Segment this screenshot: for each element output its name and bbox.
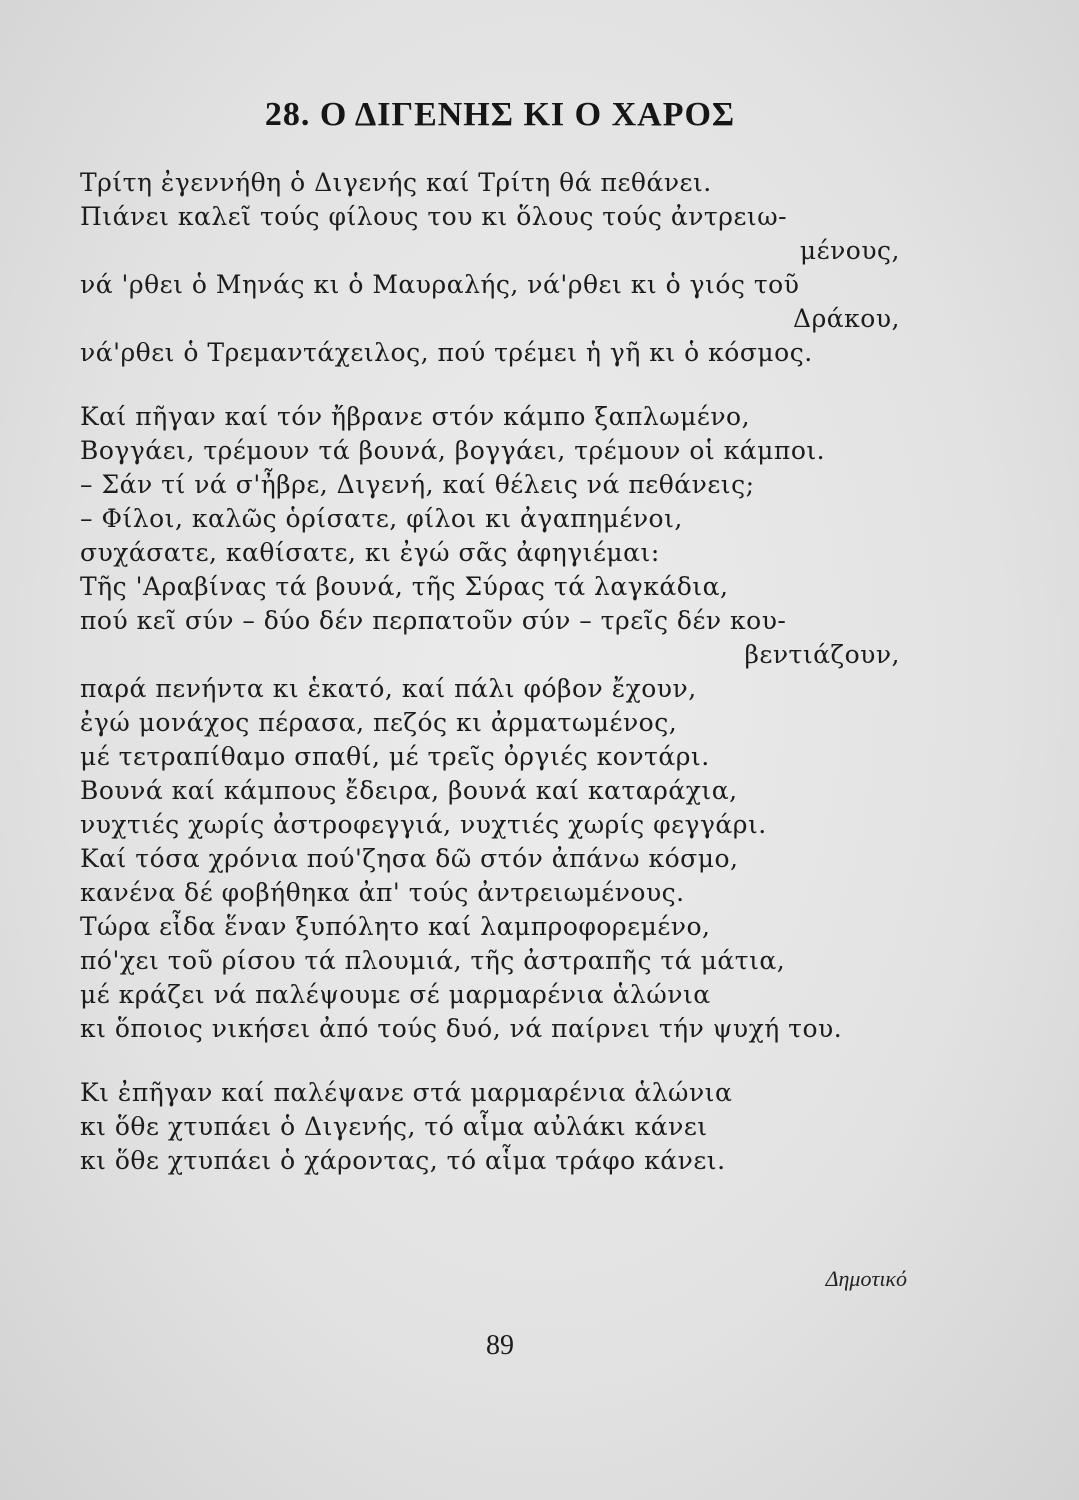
poem-line: νά 'ρθει ὁ Μηνάς κι ὁ Μαυραλής, νά'ρθει κι ὁ γιός τοῦ bbox=[80, 270, 800, 299]
poem-line-continuation: βεντιάζουν, bbox=[744, 640, 900, 669]
poem-body bbox=[80, 166, 900, 1208]
poem-line: ἐγώ μονάχος πέρασα, πεζός κι ἀρματωμένος, bbox=[80, 708, 678, 737]
poem-line: Τώρα εἶδα ἕναν ξυπόλητο καί λαμπροφορεμένο, bbox=[80, 912, 711, 941]
poem-line: πό'χει τοῦ ρίσου τά πλουμιά, τῆς ἀστραπῆς τά μάτια, bbox=[80, 946, 786, 975]
poem-source: Δημοτικό bbox=[825, 1266, 907, 1291]
poem-line: Τρίτη ἐγεννήθη ὁ Διγενής καί Τρίτη θά πεθάνει. bbox=[80, 168, 712, 197]
stanza bbox=[80, 166, 900, 370]
poem-line: νά'ρθει ὁ Τρεμαντάχειλος, πού τρέμει ἡ γῆ κι ὁ κόσμος. bbox=[80, 338, 813, 367]
poem-line-continuation: μένους, bbox=[799, 236, 900, 265]
poem-line: κι ὅποιος νικήσει ἀπό τούς δυό, νά παίρνει τήν ψυχή του. bbox=[80, 1014, 843, 1043]
poem-line: παρά πενήντα κι ἑκατό, καί πάλι φόβον ἔχουν, bbox=[80, 674, 697, 703]
stanza bbox=[80, 400, 900, 1046]
poem-line: Πιάνει καλεῖ τούς φίλους του κι ὅλους τούς ἀντρειω- bbox=[80, 202, 788, 231]
poem-line: συχάσατε, καθίσατε, κι ἐγώ σᾶς ἀφηγιέμαι: bbox=[80, 538, 660, 567]
poem-line: Βογγάει, τρέμουν τά βουνά, βογγάει, τρέμουν οἱ κάμποι. bbox=[80, 436, 826, 465]
poem-line: Τῆς 'Αραβίνας τά βουνά, τῆς Σύρας τά λαγκάδια, bbox=[80, 572, 729, 601]
poem-line: Κι ἐπῆγαν καί παλέψανε στά μαρμαρένια ἁλώνια bbox=[80, 1078, 733, 1107]
poem-line: – Φίλοι, καλῶς ὁρίσατε, φίλοι κι ἀγαπημένοι, bbox=[80, 504, 683, 533]
poem-line: κι ὅθε χτυπάει ὁ χάροντας, τό αἷμα τράφο κάνει. bbox=[80, 1146, 726, 1175]
poem-line: μέ τετραπίθαμο σπαθί, μέ τρεῖς ὀργιές κοντάρι. bbox=[80, 742, 710, 771]
poem-line: Καί πῆγαν καί τόν ἤβρανε στόν κάμπο ξαπλωμένο, bbox=[80, 402, 751, 431]
poem-line: κανένα δέ φοβήθηκα ἀπ' τούς ἀντρειωμένους. bbox=[80, 878, 685, 907]
poem-line: Βουνά καί κάμπους ἔδειρα, βουνά καί καταράχια, bbox=[80, 776, 738, 805]
stanza bbox=[80, 1076, 900, 1178]
poem-line-continuation: Δράκου, bbox=[793, 304, 900, 333]
poem-title: 28. Ο ΔΙΓΕΝΗΣ ΚΙ Ο ΧΑΡΟΣ bbox=[264, 96, 736, 133]
poem-line: Καί τόσα χρόνια πού'ζησα δῶ στόν ἀπάνω κόσμο, bbox=[80, 844, 739, 873]
poem-line: κι ὅθε χτυπάει ὁ Διγενής, τό αἷμα αὐλάκι κάνει bbox=[80, 1112, 708, 1141]
poem-line: – Σάν τί νά σ'ἦβρε, Διγενή, καί θέλεις νά πεθάνεις; bbox=[80, 470, 755, 499]
poem-line: πού κεῖ σύν – δύο δέν περπατοῦν σύν – τρεῖς δέν κου- bbox=[80, 606, 787, 635]
page-number: 89 bbox=[486, 1330, 514, 1361]
poem-line: μέ κράζει νά παλέψουμε σέ μαρμαρένια ἁλώνια bbox=[80, 980, 711, 1009]
poem-line: νυχτιές χωρίς ἀστροφεγγιά, νυχτιές χωρίς φεγγάρι. bbox=[80, 810, 767, 839]
